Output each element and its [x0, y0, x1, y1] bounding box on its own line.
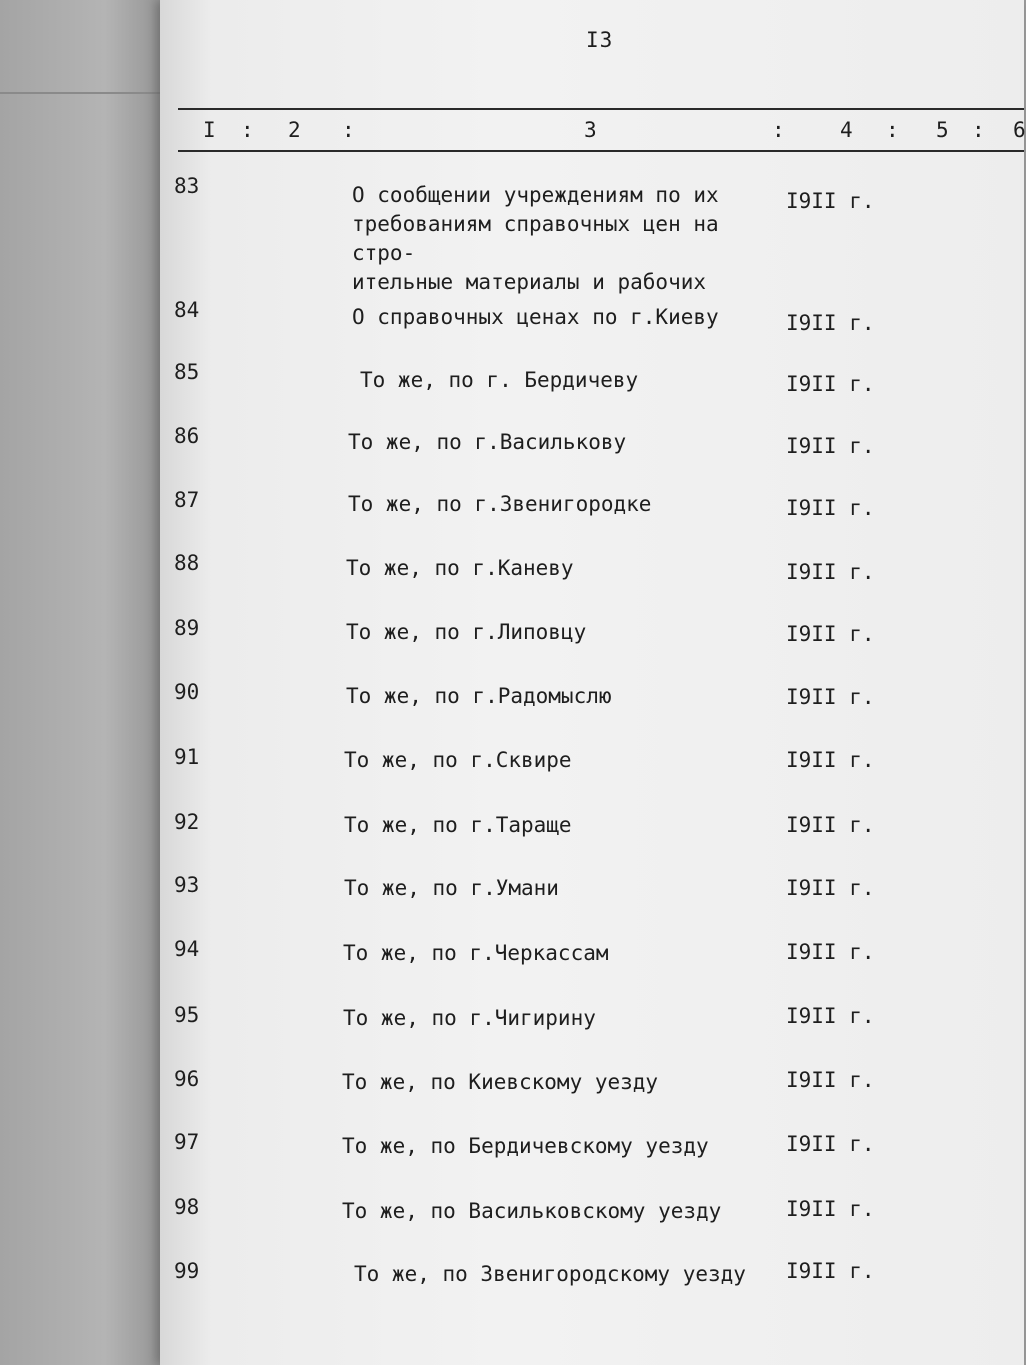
row-title: То же, по г.Липовцу	[346, 620, 587, 644]
row-year: I9II г.	[786, 1004, 875, 1028]
header-top-rule	[178, 108, 1024, 110]
row-title: То же, по г.Таращe	[344, 813, 572, 837]
row-number: 85	[174, 360, 200, 384]
row-number: 89	[174, 616, 200, 640]
row-title: То же, по г.Звенигородке	[348, 492, 652, 516]
row-year: I9II г.	[786, 876, 875, 900]
row-number: 93	[174, 873, 200, 897]
row-title: То же, по Звенигородскому уезду	[354, 1262, 746, 1286]
row-year: I9II г.	[786, 1132, 875, 1156]
row-year: I9II г.	[786, 496, 875, 520]
row-number: 84	[174, 298, 200, 322]
header-separator: :	[886, 118, 899, 142]
row-number: 95	[174, 1003, 200, 1027]
header-separator: :	[241, 118, 254, 142]
row-number: 96	[174, 1067, 200, 1091]
header-separator: :	[772, 118, 785, 142]
row-number: 99	[174, 1259, 200, 1283]
row-title: То же, по г.Сквире	[344, 748, 572, 772]
page-number: I3	[586, 28, 614, 52]
row-number: 88	[174, 551, 200, 575]
row-title: То же, по г.Каневу	[346, 556, 574, 580]
row-title: То же, по Киевскому уезду	[342, 1070, 659, 1094]
row-title: То же, по г.Василькову	[348, 430, 627, 454]
row-title: То же, по Бердичевскому уезду	[342, 1134, 709, 1158]
header-col-4: 4	[840, 118, 853, 142]
row-title: О справочных ценах по г.Киеву	[352, 305, 719, 329]
row-title: То же, по Васильковскому уезду	[342, 1199, 722, 1223]
row-year: I9II г.	[786, 434, 875, 458]
row-year: I9II г.	[786, 1259, 875, 1283]
row-year: I9II г.	[786, 622, 875, 646]
row-title: То же, по г.Черкассам	[343, 941, 609, 965]
row-title: То же, по г. Бердичеву	[360, 368, 639, 392]
row-year: I9II г.	[786, 372, 875, 396]
header-separator: :	[972, 118, 985, 142]
row-year: I9II г.	[786, 1197, 875, 1221]
row-number: 86	[174, 424, 200, 448]
row-title: То же, по г.Чигирину	[343, 1006, 596, 1030]
header-col-2: 2	[288, 118, 301, 142]
row-title: То же, по г.Радомыслю	[346, 684, 612, 708]
row-year: I9II г.	[786, 189, 875, 213]
facing-page	[0, 0, 175, 1365]
row-number: 91	[174, 745, 200, 769]
row-year: I9II г.	[786, 748, 875, 772]
header-col-5: 5	[936, 118, 949, 142]
header-separator: :	[342, 118, 355, 142]
row-number: 97	[174, 1130, 200, 1154]
row-year: I9II г.	[786, 685, 875, 709]
header-col-6: 6	[1013, 118, 1026, 142]
row-year: I9II г.	[786, 311, 875, 335]
row-number: 87	[174, 488, 200, 512]
row-year: I9II г.	[786, 560, 875, 584]
row-title: То же, по г.Умани	[344, 876, 559, 900]
header-col-3: 3	[584, 118, 597, 142]
row-year: I9II г.	[786, 813, 875, 837]
header-col-1: I	[203, 118, 216, 142]
row-year: I9II г.	[786, 1068, 875, 1092]
row-number: 94	[174, 937, 200, 961]
row-number: 90	[174, 680, 200, 704]
row-number: 98	[174, 1195, 200, 1219]
row-year: I9II г.	[786, 940, 875, 964]
row-number: 83	[174, 174, 200, 198]
header-bottom-rule	[178, 150, 1024, 152]
row-title: О сообщении учреждениям по их требованиям справочных цен на стро- ительные материалы и рабочих	[352, 183, 719, 294]
facing-page-rule	[0, 92, 165, 94]
row-number: 92	[174, 810, 200, 834]
